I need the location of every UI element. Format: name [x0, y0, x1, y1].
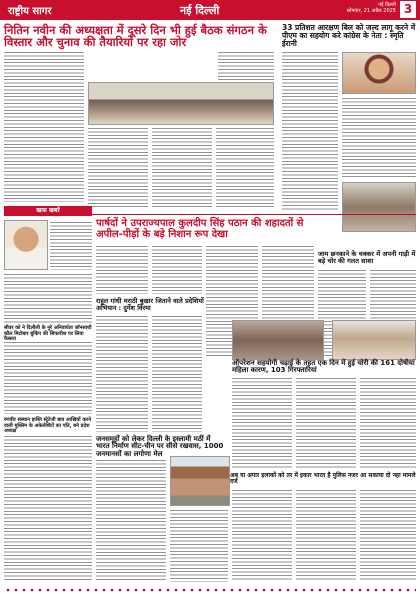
- left-mid-story: [4, 342, 92, 414]
- bottom-right-headline: अब या अपार इलाकों को तर में इकार भारत है पुलिस नजर आ सकाया दो नहा मामले दर्ज: [230, 472, 416, 486]
- workers-photo: [232, 320, 324, 360]
- smriti-story-col2: [342, 98, 416, 178]
- main-story-col1: [4, 52, 84, 202]
- main-headline: नितिन नवीन की अध्यक्षता में दूसरे दिन भी हुई बैठक संगठन के विस्तार और चुनाव की तैयारियों पर रहा जोर: [4, 23, 267, 50]
- right-low-headline: ऑपरेशन सहयोगी चढ़ाई के तहत एक दिन में हुई चोरी की 161 दोषीयां महिला कारण, 103 गिरफ्तारियां: [232, 359, 415, 375]
- main-story-col2: [88, 128, 148, 208]
- bottom-right-col3: [360, 490, 416, 582]
- page-number: 3: [400, 1, 416, 18]
- right-low-col1: [232, 378, 292, 468]
- main-story-col3: [152, 128, 212, 208]
- date-city: नई दिल्ली: [378, 2, 396, 8]
- main-story-side: [218, 52, 274, 80]
- date-block: [347, 2, 396, 14]
- masthead: [0, 0, 420, 20]
- haryana-photo: [342, 182, 416, 232]
- center-small-col1: [96, 316, 148, 432]
- section-label: खास खबरें: [36, 207, 60, 214]
- right-mid-headline: जाम छनकाने के चक्कर में अपनी गाड़ी में बड़े चोर की गलत साशा: [318, 250, 416, 265]
- section-bar: [4, 206, 92, 216]
- group-photo: [332, 320, 416, 360]
- left-story-side: [50, 222, 92, 270]
- footer-dots: [4, 588, 416, 592]
- smriti-photo: [342, 52, 416, 94]
- smriti-story-col1: [282, 52, 338, 212]
- left-mid-subhead: सीवर को ने दिलीली के नुरे अनिवार्यता जॉनसाथी कौल मिटोबार बुकिंग की सिफारीश पर लिया फैसला: [4, 325, 92, 342]
- right-low-col3: [360, 378, 416, 468]
- center-small-col2: [152, 316, 202, 432]
- left-low-subhead: रणवीर संस्थान हास्ति स्ट्रेटेजी बात्र आखियों करने वाली मुस्लिम के अकेलेशिंटों का पति, बने प्रदेश अध्यक्ष: [4, 417, 92, 434]
- section-title: राष्ट्रीय सागर: [8, 6, 52, 17]
- bottom-right-col1: [232, 490, 292, 582]
- center-small-headline: राहुल गांधी मराठी बुखार जिताने वाले प्रदेश‍ियों अभियान : दुर्गेश विरमा: [96, 297, 204, 312]
- bottom-right-col2: [296, 490, 356, 582]
- left-low-story: [4, 436, 92, 582]
- bottom-center-headline: जनसमूहों को लेकर दिल्ली के इस्लामी मठीं में भारत निर्माण सीट-चीन पर सीसे रखवास, 1000 जनमानसों का लगोणा मेल: [96, 435, 224, 458]
- meeting-photo: [88, 82, 274, 125]
- center-story-col2: [152, 246, 202, 294]
- building-photo: [170, 456, 230, 506]
- right-low-col2: [296, 378, 356, 468]
- center-story-col1: [96, 246, 148, 294]
- bottom-center-col1: [96, 460, 166, 582]
- left-story-col: [4, 274, 92, 324]
- smriti-headline: 33 प्रतिशत आरक्षण बिल को जल्द लागू करने में पीएम का सहयोग करे कांग्रेस के नेता : स्मृति ईरानी: [282, 23, 416, 48]
- portrait-photo: [4, 220, 48, 270]
- center-red-headline: पार्षदों ने उपराज्यपाल कुलदीप सिंह पठान की शहादतों से अपील-पीड़ों के बड़े निशान रूप देखा: [96, 218, 304, 240]
- bottom-center-col2: [170, 510, 228, 582]
- date-text: सोमवार, 21 अप्रैल 2025: [346, 8, 396, 14]
- city-title: नई दिल्ली: [180, 4, 220, 17]
- main-story-col4: [216, 128, 274, 208]
